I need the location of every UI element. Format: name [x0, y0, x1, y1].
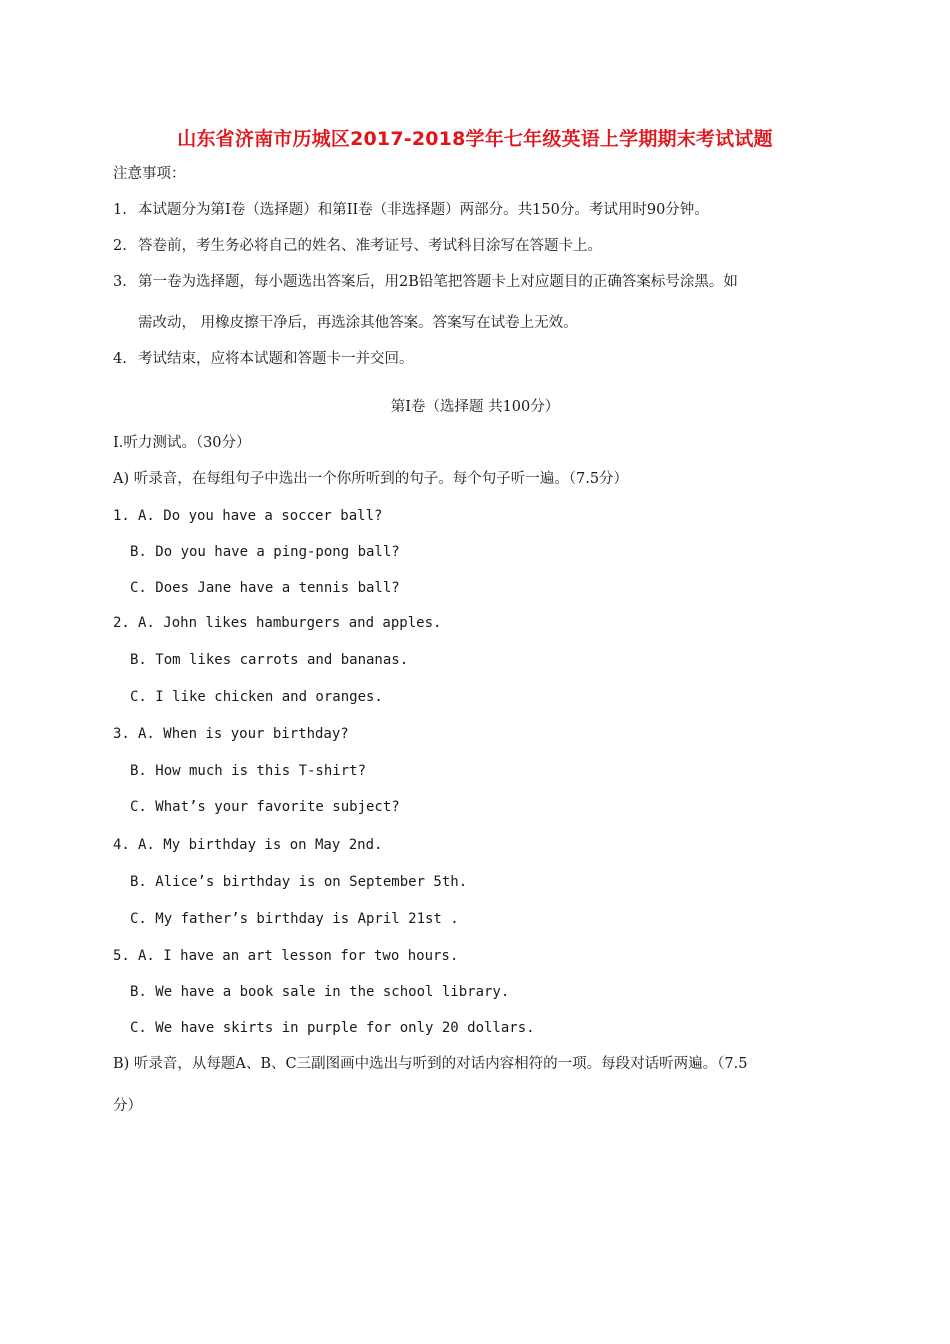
notice-item-2-text: 答卷前，考生务必将自己的姓名、准考证号、考试科目涂写在答题卡上。 [138, 238, 602, 254]
question-2-option-a [113, 613, 441, 633]
notice-item-2-num: 2. [113, 238, 127, 254]
question-5-option-b: B. We have a book sale in the school library. [130, 984, 510, 1000]
sectionB-heading-continued: 分） [113, 1098, 142, 1114]
notice-item-4-num: 4. [113, 351, 127, 367]
notice-item-3 [113, 272, 738, 292]
question-3-num: 3. [113, 726, 130, 742]
question-3-option-b: B. How much is this T-shirt? [130, 763, 367, 779]
question-3-a-text: A. When is your birthday? [138, 726, 349, 742]
question-1-option-c: C. Does Jane have a tennis ball? [130, 580, 400, 596]
question-4-a-text: A. My birthday is on May 2nd. [138, 837, 383, 853]
question-3-option-a [113, 724, 349, 744]
question-1-num: 1. [113, 508, 130, 524]
notice-item-4 [113, 349, 414, 369]
notice-item-4-text: 考试结束，应将本试题和答题卡一并交回。 [138, 351, 414, 367]
notice-item-1-text: 本试题分为第Ⅰ卷（选择题）和第II卷（非选择题）两部分。共150分。考试用时90分钟。 [138, 202, 709, 218]
notice-item-1-num: 1. [113, 202, 127, 218]
question-5-num: 5. [113, 948, 130, 964]
question-2-option-b: B. Tom likes carrots and bananas. [130, 652, 409, 668]
question-1-option-a [113, 506, 382, 526]
question-4-num: 4. [113, 837, 130, 853]
part1-heading: 第Ⅰ卷（选择题 共100分） [390, 399, 560, 415]
exam-title: 山东省济南市历城区2017-2018学年七年级英语上学期期末考试试题 [177, 128, 773, 150]
question-2-num: 2. [113, 615, 130, 631]
question-4-option-a [113, 835, 382, 855]
sectionB-heading: B) 听录音，从每题A、B、C三副图画中选出与听到的对话内容相符的一项。每段对话听两遍。（7.5 [113, 1056, 748, 1072]
question-5-option-a [113, 946, 458, 966]
question-2-a-text: A. John likes hamburgers and apples. [138, 615, 442, 631]
notice-item-3-text: 第一卷为选择题，每小题选出答案后，用2B铅笔把答题卡上对应题目的正确答案标号涂黑。如 [138, 274, 738, 290]
question-5-option-c: C. We have skirts in purple for only 20 dollars. [130, 1020, 535, 1036]
question-4-option-c: C. My father’s birthday is April 21st . [130, 911, 459, 927]
section1-heading: I.听力测试。（30分） [113, 435, 251, 451]
sectionA-heading: A) 听录音，在每组句子中选出一个你所听到的句子。每个句子听一遍。（7.5分） [113, 471, 629, 487]
question-1-a-text: A. Do you have a soccer ball? [138, 508, 383, 524]
question-3-option-c: C. What’s your favorite subject? [130, 799, 400, 815]
question-4-option-b: B. Alice’s birthday is on September 5th. [130, 874, 468, 890]
question-2-option-c: C. I like chicken and oranges. [130, 689, 383, 705]
question-1-option-b: B. Do you have a ping-pong ball? [130, 544, 400, 560]
notice-heading: 注意事项： [113, 166, 186, 182]
notice-item-1 [113, 200, 709, 220]
question-5-a-text: A. I have an art lesson for two hours. [138, 948, 459, 964]
notice-item-3-continued: 需改动， 用橡皮擦干净后，再选涂其他答案。答案写在试卷上无效。 [138, 315, 578, 331]
notice-item-3-num: 3. [113, 274, 127, 290]
notice-item-2 [113, 236, 602, 256]
